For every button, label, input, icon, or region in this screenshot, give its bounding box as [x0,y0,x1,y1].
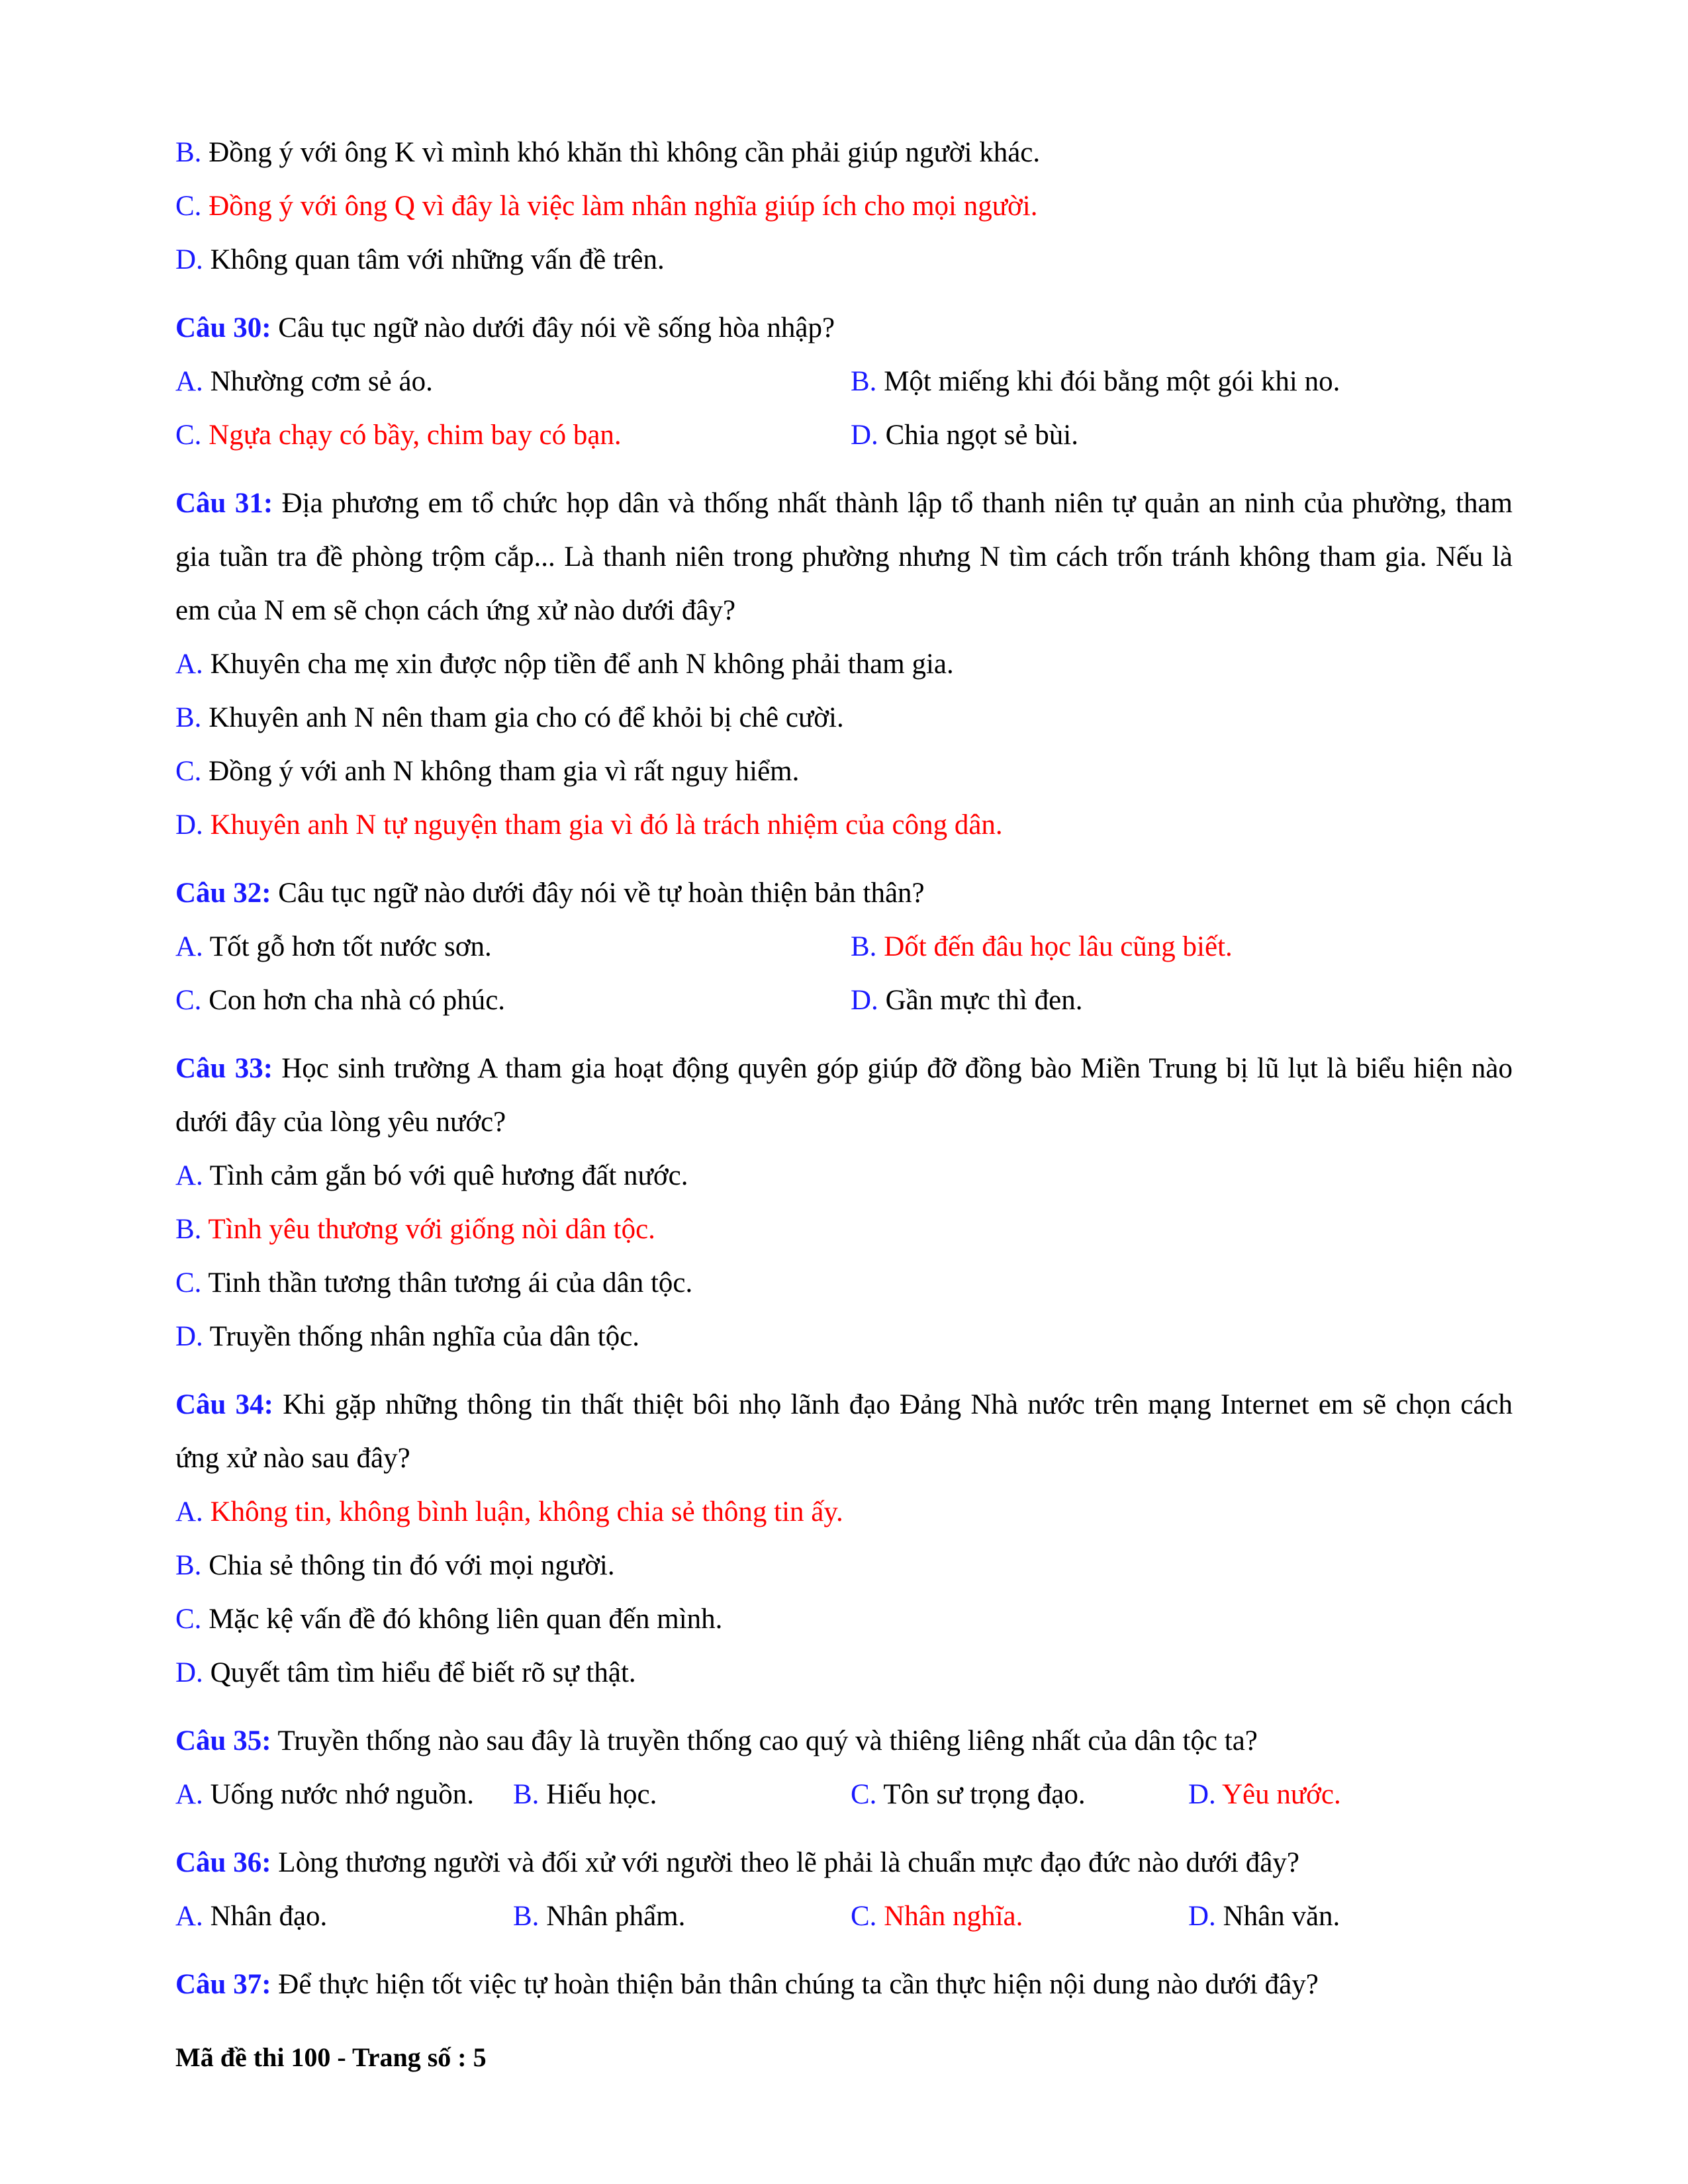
option-b: B. Tình yêu thương với giống nòi dân tộc. [175,1214,655,1245]
options-row [175,355,1513,408]
option-d: D. Truyền thống nhân nghĩa của dân tộc. [175,1321,640,1352]
option-c: C. Tinh thần tương thân tương ái của dân tộc. [175,1267,693,1298]
question-30 [175,301,1513,355]
option-a: A. Khuyên cha mẹ xin được nộp tiền để anh N không phải tham gia. [175,649,954,680]
option-a: A. Nhường cơm sẻ áo. [175,366,433,397]
question-35 [175,1714,1513,1768]
option-a: A. Không tin, không bình luận, không chia sẻ thông tin ấy. [175,1496,843,1527]
question-text: Để thực hiện tốt việc tự hoàn thiện bản thân chúng ta cần thực hiện nội dung nào dưới đây? [278,1969,1319,2000]
options-row [175,920,1513,974]
option-label: C. [175,191,202,222]
option-b: B. Khuyên anh N nên tham gia cho có để khỏi bị chê cười. [175,702,844,733]
option-d: D. Khuyên anh N tự nguyện tham gia vì đó là trách nhiệm của công dân. [175,809,1003,841]
question-text: Truyền thống nào sau đây là truyền thống cao quý và thiêng liêng nhất của dân tộc ta? [277,1725,1258,1756]
question-text: Khi gặp những thông tin thất thiệt bôi nhọ lãnh đạo Đảng Nhà nước trên mạng Internet em sẽ chọn cách ứng xử nào sau đây? [175,1389,1513,1474]
question-text: Địa phương em tổ chức họp dân và thống nhất thành lập tổ thanh niên tự quản an ninh của phường, tham gia tuần tra đề phòng trộm cắp... Là thanh niên trong phường nhưng N tìm cách trốn tránh không tham gia. Nếu là em của N em sẽ chọn cách ứng xử nào dưới đây? [175,488,1513,626]
option-prev-c [175,179,1513,233]
option-d: D. Chia ngọt sẻ bùi. [851,420,1078,451]
option-c: C. Mặc kệ vấn đề đó không liên quan đến mình. [175,1604,723,1635]
options-row [175,974,1513,1027]
question-label: Câu 37: [175,1969,271,2000]
option-text: Không quan tâm với những vấn đề trên. [210,244,665,275]
option-d: D. Quyết tâm tìm hiểu để biết rõ sự thật. [175,1657,636,1688]
question-36 [175,1836,1513,1889]
option-prev-b [175,126,1513,179]
question-33 [175,1042,1513,1149]
option-label: B. [175,137,202,168]
question-label: Câu 33: [175,1053,273,1084]
option-b: B. Chia sẻ thông tin đó với mọi người. [175,1550,615,1581]
option-text: Đồng ý với ông Q vì đây là việc làm nhân nghĩa giúp ích cho mọi người. [209,191,1038,222]
question-label: Câu 35: [175,1725,271,1756]
option-b: B. Dốt đến đâu học lâu cũng biết. [851,931,1233,962]
option-c: C. Nhân nghĩa. [851,1901,1023,1932]
option-c: C. Ngựa chạy có bầy, chim bay có bạn. [175,420,622,451]
option-c: C. Tôn sư trọng đạo. [851,1779,1086,1810]
question-34 [175,1378,1513,1485]
option-a: A. Uống nước nhớ nguồn. [175,1779,474,1810]
option-prev-d [175,233,1513,287]
exam-page [175,126,1513,2011]
option-d: D. Yêu nước. [1188,1779,1341,1810]
question-label: Câu 32: [175,878,271,909]
option-b: B. Một miếng khi đói bằng một gói khi no. [851,366,1340,397]
page-footer: Mã đề thi 100 - Trang số : 5 [175,2042,487,2072]
option-a: A. Tốt gỗ hơn tốt nước sơn. [175,931,492,962]
option-b: B. Nhân phẩm. [513,1901,686,1932]
option-label: D. [175,244,203,275]
question-text: Học sinh trường A tham gia hoạt động quyên góp giúp đỡ đồng bào Miền Trung bị lũ lụt là biểu hiện nào dưới đây của lòng yêu nước? [175,1053,1513,1138]
question-32 [175,866,1513,920]
question-text: Câu tục ngữ nào dưới đây nói về sống hòa nhập? [278,312,835,343]
question-label: Câu 36: [175,1847,271,1878]
question-text: Lòng thương người và đối xử với người theo lẽ phải là chuẩn mực đạo đức nào dưới đây? [278,1847,1299,1878]
option-a: A. Nhân đạo. [175,1901,328,1932]
options-row [175,408,1513,462]
option-text: Đồng ý với ông K vì mình khó khăn thì không cần phải giúp người khác. [209,137,1041,168]
option-a: A. Tình cảm gắn bó với quê hương đất nước. [175,1160,688,1191]
option-c: C. Đồng ý với anh N không tham gia vì rất nguy hiểm. [175,756,800,787]
question-label: Câu 30: [175,312,271,343]
option-d: D. Nhân văn. [1188,1901,1340,1932]
question-37 [175,1958,1513,2011]
option-b: B. Hiếu học. [513,1779,657,1810]
options-row [175,1889,1513,1943]
question-text: Câu tục ngữ nào dưới đây nói về tự hoàn thiện bản thân? [278,878,925,909]
question-31 [175,477,1513,637]
option-c: C. Con hơn cha nhà có phúc. [175,985,506,1016]
question-label: Câu 31: [175,488,273,519]
options-row [175,1768,1513,1821]
question-label: Câu 34: [175,1389,273,1420]
option-d: D. Gần mực thì đen. [851,985,1083,1016]
